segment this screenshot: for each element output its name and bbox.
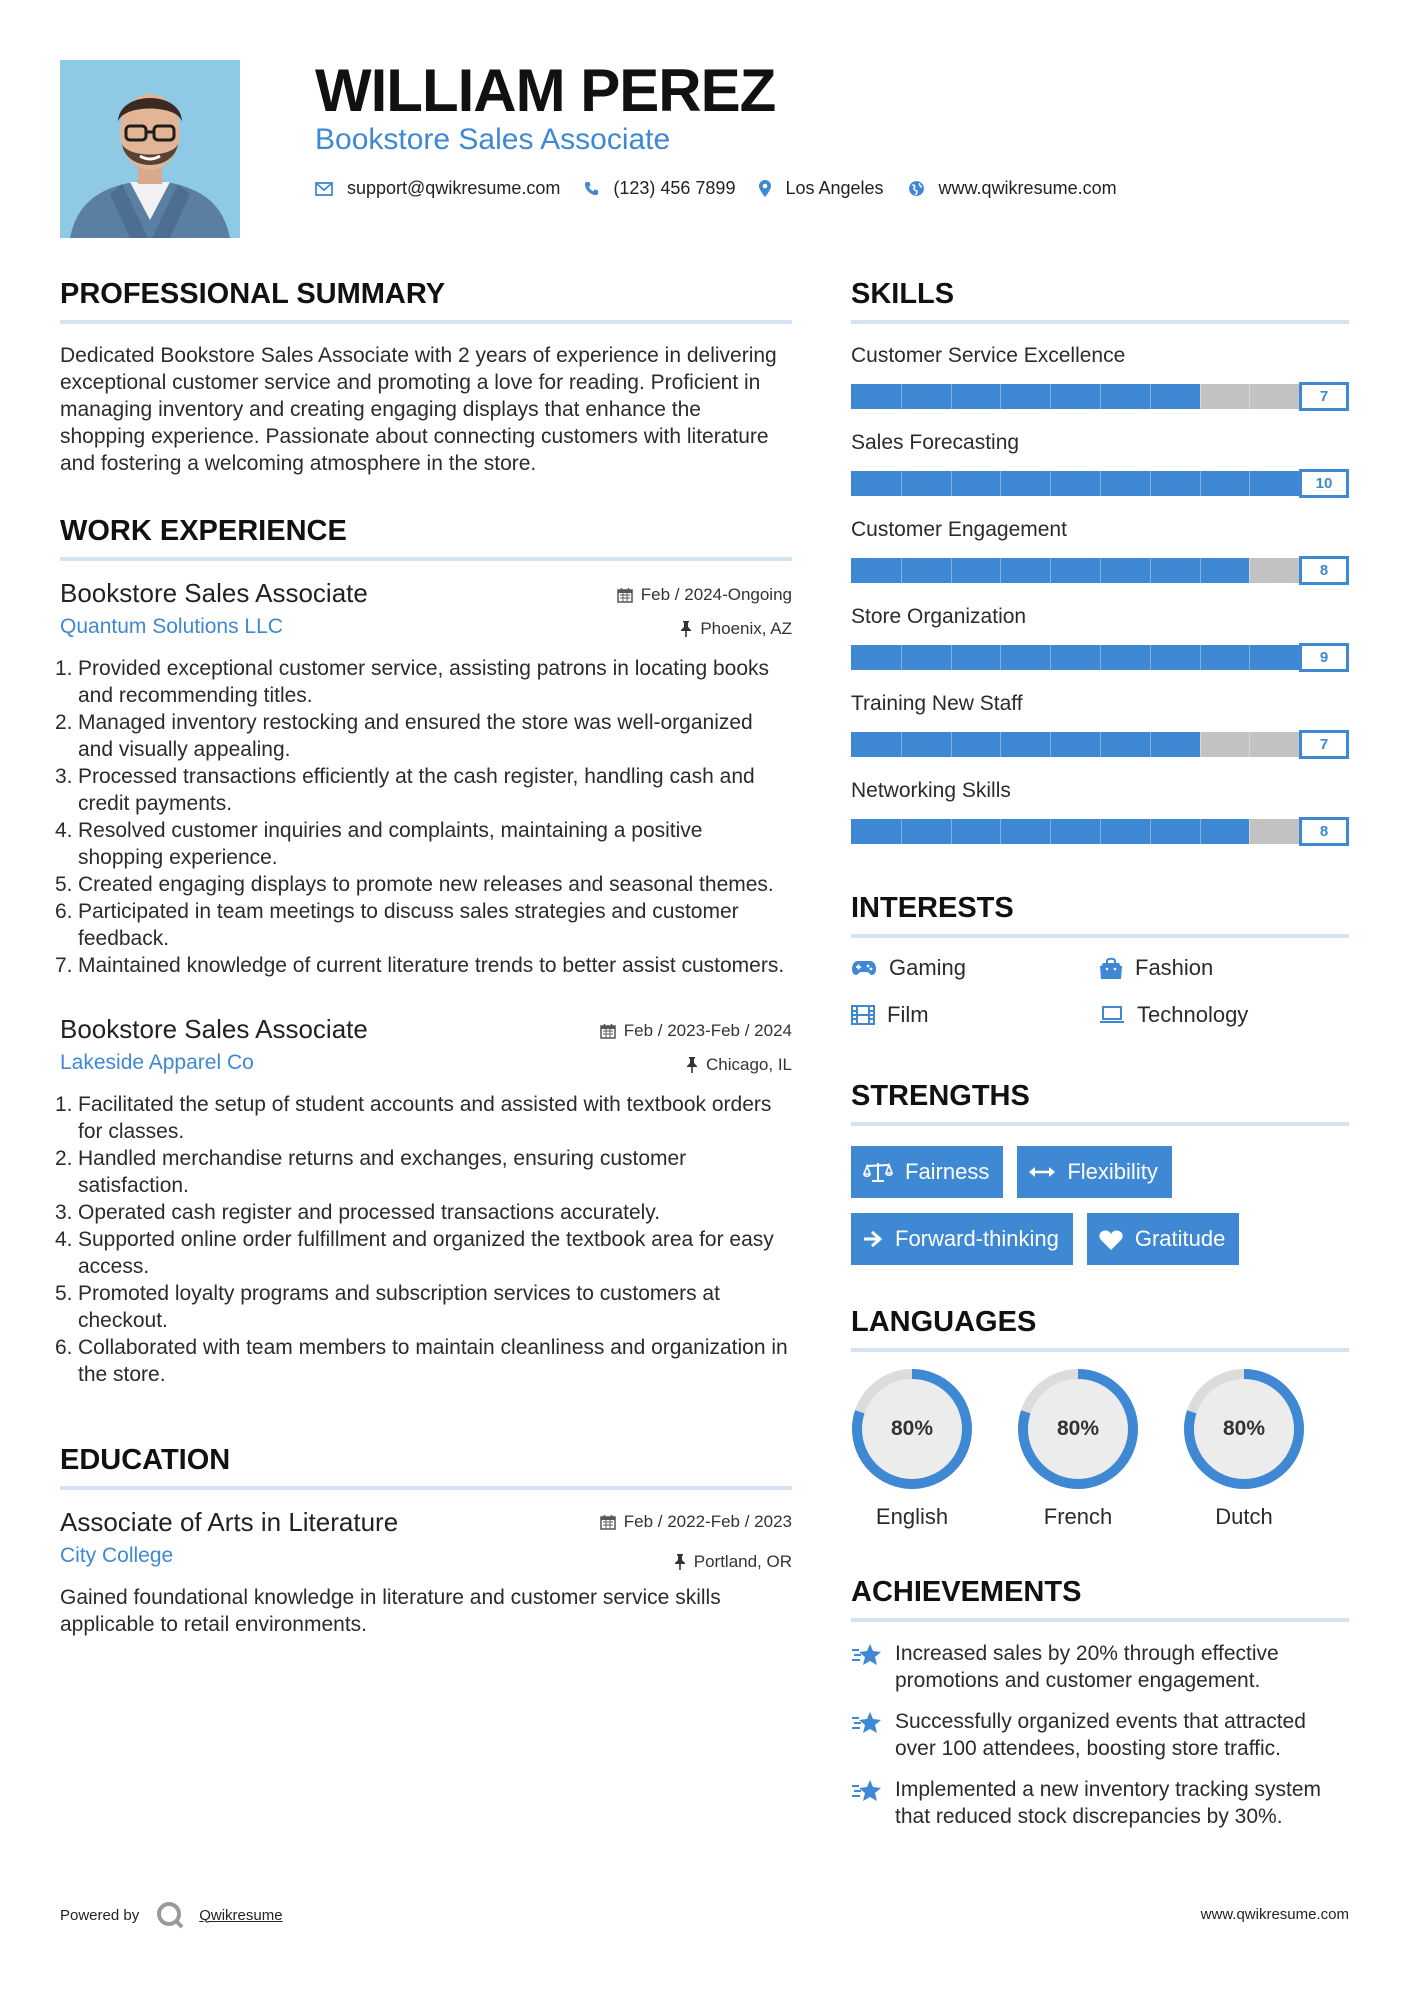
skill-bar [851, 556, 1349, 585]
job-company: Quantum Solutions LLC [60, 615, 283, 638]
skill-fill [851, 384, 1200, 409]
language-percent: 80% [890, 1417, 934, 1440]
list-item: 1. Provided exceptional customer service, assisting patrons in locating books and recommending titles. [55, 657, 770, 707]
list-item [851, 1640, 1349, 1694]
skill-bar [851, 382, 1349, 411]
duty-text: Collaborated with team members to maintain cleanliness and organization in the store. [78, 1336, 788, 1386]
summary-section [60, 276, 792, 477]
skill-bar [851, 730, 1349, 759]
language-name: Dutch [1215, 1504, 1273, 1529]
skill-segment-divider [1100, 384, 1101, 409]
phone-icon [584, 181, 599, 196]
profile-photo [60, 60, 240, 238]
skill-bar [851, 817, 1349, 846]
pushpin-icon [674, 1554, 686, 1570]
footer-powered-by [60, 1900, 283, 1930]
job-location-text: Chicago, IL [706, 1055, 792, 1074]
right-column [851, 276, 1349, 1844]
skill-item [851, 516, 1349, 585]
skill-segment-divider [1100, 732, 1101, 757]
email-text: support@qwikresume.com [347, 178, 561, 198]
skill-segment-divider [1050, 558, 1051, 583]
skill-segment-divider [1200, 819, 1201, 844]
list-item: 2. Handled merchandise returns and exchanges, ensuring customer satisfaction. [55, 1147, 687, 1197]
interest-item [851, 999, 1099, 1030]
skill-segment-divider [1249, 471, 1250, 496]
language-item [1017, 1368, 1183, 1530]
skill-fill [851, 732, 1200, 757]
candidate-role: Bookstore Sales Associate [315, 123, 671, 156]
skill-segment-divider [1200, 558, 1201, 583]
achievement-text: Increased sales by 20% through effective promotions and customer engagement. [895, 1642, 1279, 1692]
achievements-heading: ACHIEVEMENTS [851, 1576, 1082, 1608]
contact-bar [315, 178, 1141, 199]
skill-segment-divider [1050, 384, 1051, 409]
skill-segment-divider [1100, 645, 1101, 670]
job-location [680, 619, 792, 639]
list-item: 5. Promoted loyalty programs and subscription services to customers at checkout. [55, 1282, 720, 1332]
skill-segment-divider [1000, 645, 1001, 670]
skill-value: 8 [1299, 817, 1349, 846]
achievement-text: Implemented a new inventory tracking system that reduced stock discrepancies by 30%. [895, 1778, 1322, 1828]
job-title: Bookstore Sales Associate [60, 578, 368, 608]
skill-segment-divider [1150, 819, 1151, 844]
skill-segment-divider [1000, 384, 1001, 409]
experience-heading: WORK EXPERIENCE [60, 515, 347, 547]
map-pin-icon [759, 180, 771, 197]
list-item: 4. Supported online order fulfillment and organized the textbook area for easy access. [55, 1228, 774, 1278]
contact-website[interactable] [908, 178, 1117, 199]
duty-text: Managed inventory restocking and ensured the store was well-organized and visually appealing. [78, 711, 753, 761]
strength-badge [1017, 1146, 1171, 1198]
skill-segment-divider [1200, 645, 1201, 670]
strength-label: Gratitude [1134, 1226, 1226, 1251]
duty-text: Provided exceptional customer service, assisting patrons in locating books and recommending titles. [78, 657, 770, 707]
contact-location [759, 178, 883, 199]
calendar-icon [600, 1023, 616, 1039]
list-item [851, 1708, 1349, 1762]
contact-phone[interactable] [584, 178, 735, 199]
list-item: 3. Processed transactions efficiently at the cash register, handling cash and credit payments. [55, 765, 755, 815]
skills-divider [851, 320, 1349, 324]
laptop-icon [1099, 1006, 1125, 1024]
globe-icon [908, 180, 925, 197]
skill-name: Store Organization [851, 605, 1027, 628]
job-date [600, 1021, 792, 1041]
interest-label: Fashion [1135, 954, 1214, 980]
skill-item [851, 690, 1349, 759]
skill-segment-divider [1249, 819, 1250, 844]
shooting-star-icon [851, 1710, 883, 1736]
degree-title: Associate of Arts in Literature [60, 1507, 399, 1537]
skill-segment-divider [951, 645, 952, 670]
duty-text: Promoted loyalty programs and subscription services to customers at checkout. [78, 1282, 720, 1332]
skill-segment-divider [951, 384, 952, 409]
skill-name: Training New Staff [851, 692, 1023, 715]
education-heading: EDUCATION [60, 1444, 231, 1476]
skill-segment-divider [1249, 645, 1250, 670]
calendar-icon [600, 1514, 616, 1530]
skill-segment-divider [1150, 732, 1151, 757]
strength-badge [851, 1213, 1073, 1265]
skill-segment-divider [1150, 384, 1151, 409]
skill-segment-divider [901, 558, 902, 583]
language-item [1183, 1368, 1349, 1530]
skills-list [851, 342, 1349, 846]
skill-segment-divider [901, 645, 902, 670]
skill-bar [851, 643, 1349, 672]
skill-value: 9 [1299, 643, 1349, 672]
skill-item [851, 342, 1349, 411]
duty-text: Participated in team meetings to discuss sales strategies and customer feedback. [78, 900, 739, 950]
duty-text: Operated cash register and processed transactions accurately. [78, 1201, 661, 1224]
education-date [600, 1512, 792, 1532]
summary-text: Dedicated Bookstore Sales Associate with 2 years of experience in delivering exceptional customer service and promoting a love for reading. Proficient in managing inventory and creating engaging displays that enhance the shopping experience. Passionate about connecting customers with literature and fostering a welcoming atmosphere in the store. [60, 344, 777, 475]
skill-item [851, 777, 1349, 846]
strength-badge [1087, 1213, 1240, 1265]
balance-scale-icon [863, 1161, 893, 1183]
summary-heading: PROFESSIONAL SUMMARY [60, 278, 446, 310]
list-item: 7. Maintained knowledge of current literature trends to better assist customers. [55, 954, 785, 977]
skill-segment-divider [1150, 558, 1151, 583]
skill-segment-divider [1000, 558, 1001, 583]
strengths-divider [851, 1122, 1349, 1126]
duty-text: Resolved customer inquiries and complaints, maintaining a positive shopping experience. [78, 819, 703, 869]
education-divider [60, 1486, 792, 1490]
experience-section [55, 513, 792, 1388]
job-entry [55, 1013, 792, 1388]
skill-value: 10 [1299, 469, 1349, 498]
gamepad-icon [851, 959, 877, 977]
skill-segment-divider [1150, 645, 1151, 670]
skill-segment-divider [1150, 471, 1151, 496]
pushpin-icon [686, 1057, 698, 1073]
summary-divider [60, 320, 792, 324]
job-company: Lakeside Apparel Co [60, 1051, 254, 1074]
location-text: Los Angeles [785, 178, 884, 198]
language-name: English [875, 1504, 949, 1529]
language-ring [1183, 1368, 1305, 1490]
skill-segment-divider [1100, 471, 1101, 496]
job-date-text: Feb / 2024-Ongoing [640, 585, 792, 604]
left-column [55, 276, 792, 1638]
skill-value: 7 [1299, 730, 1349, 759]
duty-text: Processed transactions efficiently at the cash register, handling cash and credit payments. [78, 765, 755, 815]
languages-heading: LANGUAGES [851, 1306, 1037, 1338]
skill-segment-divider [1200, 384, 1201, 409]
skill-segment-divider [1249, 384, 1250, 409]
language-ring [1017, 1368, 1139, 1490]
interests-list [851, 952, 1349, 1030]
interest-label: Gaming [889, 954, 967, 980]
language-percent: 80% [1222, 1417, 1266, 1440]
pushpin-icon [680, 621, 692, 637]
skill-segment-divider [1050, 645, 1051, 670]
skill-name: Customer Engagement [851, 518, 1067, 541]
skill-segment-divider [1249, 558, 1250, 583]
skill-segment-divider [901, 819, 902, 844]
skill-segment-divider [901, 732, 902, 757]
interest-label: Film [887, 1001, 929, 1027]
calendar-icon [617, 587, 633, 603]
envelope-icon [315, 182, 333, 196]
footer-website[interactable]: www.qwikresume.com [1200, 1906, 1349, 1923]
achievements-list [851, 1640, 1349, 1830]
language-item [851, 1368, 1017, 1530]
skill-item [851, 603, 1349, 672]
list-item: 4. Resolved customer inquiries and complaints, maintaining a positive shopping experience. [55, 819, 703, 869]
education-date-text: Feb / 2022-Feb / 2023 [623, 1512, 792, 1531]
interest-item [1099, 952, 1349, 983]
achievement-text: Successfully organized events that attracted over 100 attendees, boosting store traffic. [895, 1710, 1306, 1760]
skill-segment-divider [951, 732, 952, 757]
education-entry [60, 1506, 792, 1638]
achievements-section [851, 1574, 1349, 1830]
job-duties [55, 1091, 792, 1388]
list-item: 6. Collaborated with team members to maintain cleanliness and organization in the store. [55, 1336, 788, 1386]
skill-segment-divider [951, 471, 952, 496]
language-percent: 80% [1056, 1417, 1100, 1440]
interest-item [851, 952, 1099, 983]
skill-segment-divider [1050, 732, 1051, 757]
skill-value: 8 [1299, 556, 1349, 585]
education-description: Gained foundational knowledge in literature and customer service skills applicable to retail environments. [60, 1586, 721, 1636]
strength-label: Forward-thinking [895, 1226, 1059, 1251]
strength-label: Fairness [905, 1159, 990, 1184]
skill-segment-divider [1000, 819, 1001, 844]
candidate-name: WILLIAM PEREZ [315, 57, 776, 124]
skill-segment-divider [1200, 732, 1201, 757]
job-duties [55, 655, 792, 979]
skill-segment-divider [901, 471, 902, 496]
interest-label: Technology [1137, 1001, 1249, 1027]
skill-segment-divider [1100, 558, 1101, 583]
education-location-text: Portland, OR [693, 1552, 792, 1571]
language-name: French [1043, 1504, 1113, 1529]
job-title: Bookstore Sales Associate [60, 1014, 368, 1044]
duty-text: Handled merchandise returns and exchanges, ensuring customer satisfaction. [78, 1147, 687, 1197]
website-text: www.qwikresume.com [938, 178, 1117, 198]
qwikresume-logo-icon [155, 1900, 185, 1930]
arrow-right-icon [863, 1230, 883, 1248]
duty-text: Created engaging displays to promote new releases and seasonal themes. [78, 873, 774, 896]
languages-list [851, 1368, 1349, 1530]
skill-fill [851, 645, 1299, 670]
skill-segment-divider [1100, 819, 1101, 844]
duty-text: Maintained knowledge of current literature trends to better assist customers. [78, 954, 785, 977]
skill-segment-divider [1000, 732, 1001, 757]
shopping-bag-icon [1099, 956, 1123, 980]
duty-text: Facilitated the setup of student accounts and assisted with textbook orders for classes. [78, 1093, 772, 1143]
skills-heading: SKILLS [851, 278, 955, 310]
job-entry [55, 577, 792, 979]
strengths-section [851, 1078, 1349, 1280]
list-item [851, 1776, 1349, 1830]
job-date [617, 585, 792, 605]
strength-label: Flexibility [1067, 1159, 1158, 1184]
heart-icon [1099, 1229, 1123, 1250]
job-location-text: Phoenix, AZ [700, 619, 792, 638]
interest-item [1099, 999, 1349, 1030]
skill-segment-divider [1050, 819, 1051, 844]
education-section [60, 1442, 792, 1638]
phone-text: (123) 456 7899 [613, 178, 736, 198]
strengths-list [851, 1146, 1349, 1280]
job-date-text: Feb / 2023-Feb / 2024 [623, 1021, 792, 1040]
interests-divider [851, 934, 1349, 938]
languages-divider [851, 1348, 1349, 1352]
strength-badge [851, 1146, 1003, 1198]
languages-section [851, 1304, 1349, 1530]
skill-name: Sales Forecasting [851, 431, 1020, 454]
shooting-star-icon [851, 1642, 883, 1668]
interests-heading: INTERESTS [851, 892, 1014, 924]
skill-segment-divider [1200, 471, 1201, 496]
skill-segment-divider [951, 558, 952, 583]
interests-section [851, 890, 1349, 1030]
skill-segment-divider [1050, 471, 1051, 496]
skill-item [851, 429, 1349, 498]
skill-segment-divider [951, 819, 952, 844]
skill-bar [851, 469, 1349, 498]
list-item: 5. Created engaging displays to promote new releases and seasonal themes. [55, 873, 774, 896]
skills-section [851, 276, 1349, 846]
film-icon [851, 1005, 875, 1025]
arrows-horizontal-icon [1029, 1165, 1055, 1179]
skill-value: 7 [1299, 382, 1349, 411]
job-location [686, 1055, 792, 1075]
skill-name: Networking Skills [851, 779, 1011, 802]
list-item: 1. Facilitated the setup of student accounts and assisted with textbook orders for classes. [55, 1093, 772, 1143]
powered-by-text: Powered by [60, 1906, 140, 1924]
skill-segment-divider [901, 384, 902, 409]
skill-segment-divider [1000, 471, 1001, 496]
school-name: City College [60, 1544, 174, 1567]
skill-segment-divider [1249, 732, 1250, 757]
language-ring [851, 1368, 973, 1490]
qwikresume-link[interactable]: Qwikresume [199, 1906, 283, 1924]
list-item: 2. Managed inventory restocking and ensured the store was well-organized and visually appealing. [55, 711, 753, 761]
achievements-divider [851, 1618, 1349, 1622]
strengths-heading: STRENGTHS [851, 1080, 1030, 1112]
contact-email[interactable] [315, 178, 560, 199]
shooting-star-icon [851, 1778, 883, 1804]
skill-name: Customer Service Excellence [851, 344, 1126, 367]
duty-text: Supported online order fulfillment and organized the textbook area for easy access. [78, 1228, 774, 1278]
list-item: 6. Participated in team meetings to discuss sales strategies and customer feedback. [55, 900, 739, 950]
list-item: 3. Operated cash register and processed transactions accurately. [55, 1201, 661, 1224]
experience-divider [60, 557, 792, 561]
education-location [674, 1552, 792, 1572]
